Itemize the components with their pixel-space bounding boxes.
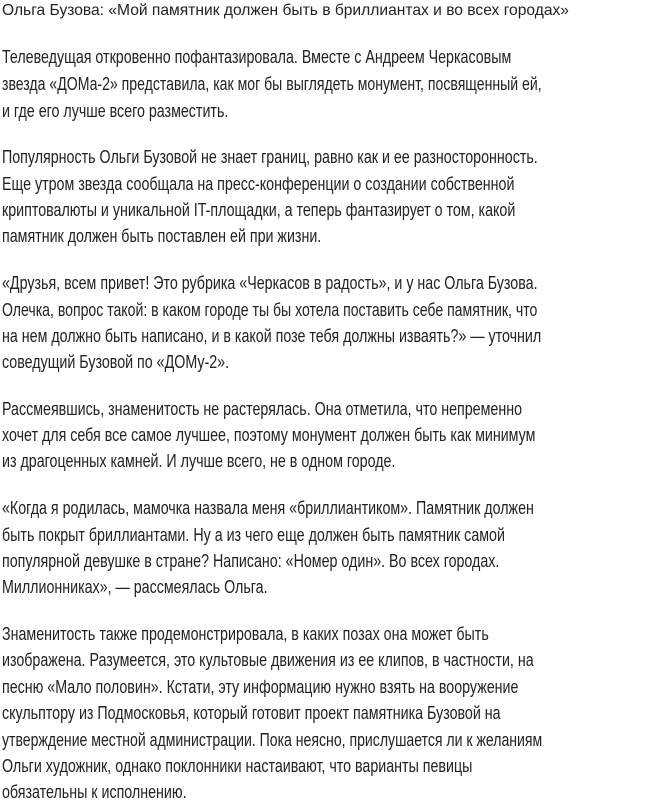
paragraph-line: и где его лучше всего разместить.	[2, 101, 229, 121]
paragraph-line: песню «Мало половин». Кстати, эту информацию нужно взять на вооружение	[2, 677, 519, 697]
paragraph-line: хочет для себя все самое лучшее, поэтому монумент должен быть как минимум	[2, 425, 536, 445]
paragraph-line: звезда «ДОМа-2» представила, как мог бы выглядеть монумент, посвященный ей,	[2, 74, 542, 94]
paragraph-line: Знаменитость также продемонстрировала, в каких позах она может быть	[2, 624, 489, 644]
paragraph-line: быть покрыт бриллиантами. Ну а из чего еще должен быть памятник самой	[2, 525, 505, 545]
paragraph-line: Телеведущая откровенно пофантазировала. Вместе с Андреем Черкасовым	[2, 47, 512, 67]
paragraph-line: на нем должно быть написано, и в какой позе тебя должны изваять?» — уточнил	[2, 326, 542, 346]
paragraph-line: Олечка, вопрос такой: в каком городе ты бы хотела поставить себе памятник, что	[2, 300, 538, 320]
paragraph-line: памятник должен быть поставлен ей при жизни.	[2, 226, 322, 246]
paragraph-line: популярной девушке в стране? Написано: «Номер один». Во всех городах.	[2, 551, 500, 571]
paragraph-line: утверждение местной администрации. Пока неясно, прислушается ли к желаниям	[2, 730, 543, 750]
paragraph-line: Еще утром звезда сообщала на пресс-конференции о создании собственной	[2, 174, 515, 194]
paragraph-line: криптовалюты и уникальной IT-площадки, а теперь фантазирует о том, какой	[2, 200, 516, 220]
paragraph-line: «Друзья, всем привет! Это рубрика «Черкасов в радость», и у нас Ольга Бузова.	[2, 273, 538, 293]
article-title: Ольга Бузова: «Мой памятник должен быть в бриллиантах и во всех городах»	[2, 2, 569, 19]
paragraph-line: из драгоценных камней. И лучше всего, не в одном городе.	[2, 451, 396, 471]
paragraph-line: изображена. Разумеется, это культовые движения из ее клипов, в частности, на	[2, 650, 534, 670]
paragraph-line: Рассмеявшись, знаменитость не растерялась. Она отметила, что непременно	[2, 399, 523, 419]
paragraph-line: Популярность Ольги Бузовой не знает границ, равно как и ее разносторонность.	[2, 147, 538, 167]
paragraph-line: «Когда я родилась, мамочка назвала меня «бриллиантиком». Памятник должен	[2, 498, 534, 518]
paragraph-line: Ольги художник, однако поклонники настаивают, что варианты певицы	[2, 756, 473, 776]
paragraph-line: обязательны к исполнению.	[2, 782, 187, 802]
paragraph-line: Миллионниках», — рассмеялась Ольга.	[2, 577, 268, 597]
paragraph-line: скульптору из Подмосковья, который готовит проект памятника Бузовой на	[2, 703, 501, 723]
paragraph-line: соведущий Бузовой по «ДОМу-2».	[2, 352, 230, 372]
